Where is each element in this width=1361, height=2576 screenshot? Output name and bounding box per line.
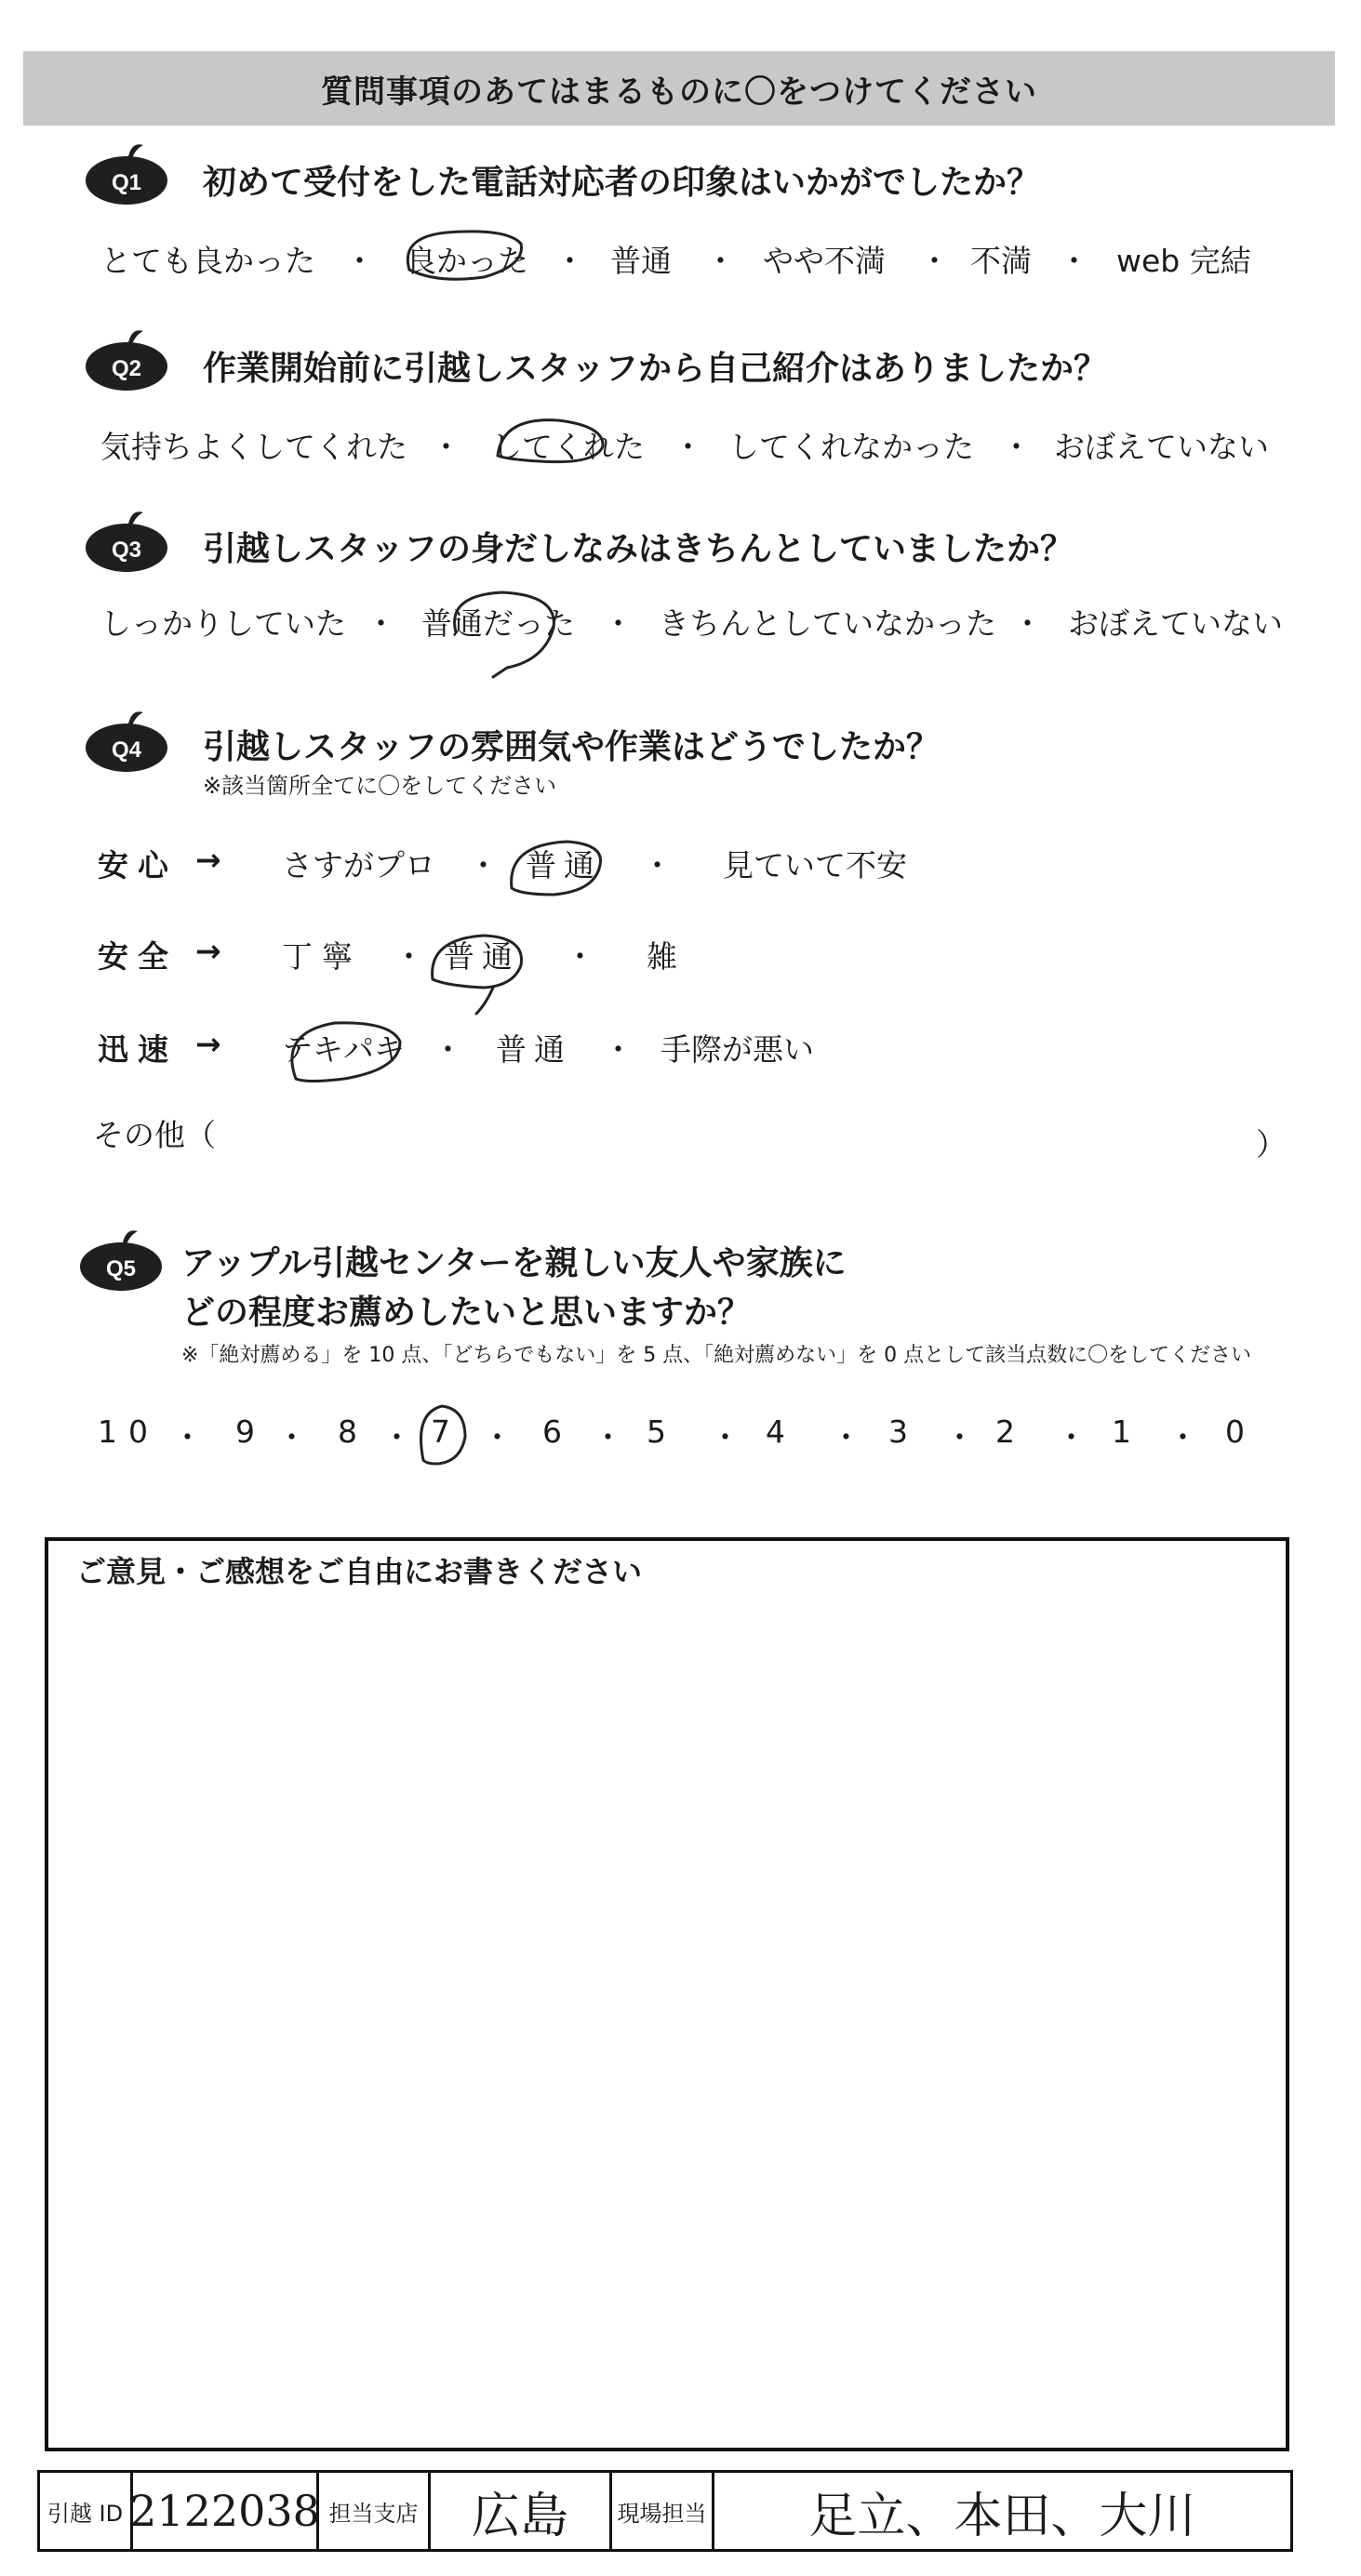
q5-separator: ・ [482, 1419, 513, 1455]
q5-separator: ・ [944, 1419, 975, 1455]
q2-separator: ・ [673, 429, 703, 465]
q4-row-anshin [98, 842, 1307, 888]
arrow-icon: → [195, 842, 221, 878]
q4-separator: ・ [433, 1031, 463, 1068]
staff-label-cell [612, 2473, 714, 2549]
move-id-label: 引越 ID [47, 2500, 124, 2527]
q1-option-2[interactable]: 良かった [406, 243, 528, 279]
q1-option-3[interactable]: 普通 [610, 243, 672, 279]
q5-separator: ・ [172, 1419, 203, 1455]
q3-option-1[interactable]: しっかりしていた [100, 605, 346, 642]
branch-value: 広島 [471, 2488, 568, 2544]
q3-question: 引越しスタッフの身だしなみはきちんとしていましたか？ [203, 530, 1074, 568]
q5-separator: ・ [381, 1419, 412, 1455]
staff-value: 足立、本田、大川 [808, 2488, 1196, 2544]
q1-option-4[interactable]: やや不満 [763, 243, 886, 279]
q5-separator: ・ [710, 1419, 741, 1455]
q1-badge-label: Q1 [111, 170, 142, 195]
q5-score-0[interactable]: 0 [1225, 1414, 1245, 1450]
q1-option-5[interactable]: 不満 [970, 243, 1032, 279]
q3-option-4[interactable]: おぼえていない [1068, 605, 1283, 642]
q4-row-label: 安心 [98, 847, 178, 883]
q5-question-line1: アップル引越センターを親しい友人や家族に [181, 1244, 847, 1282]
q1-separator: ・ [919, 243, 950, 279]
q5-separator: ・ [593, 1419, 623, 1455]
q4-row-jinsoku [98, 1026, 1307, 1072]
q5-score-1[interactable]: 1 [1112, 1414, 1131, 1450]
q1-separator: ・ [705, 243, 736, 279]
move-id-cell[interactable] [129, 2473, 320, 2549]
q5-score-8[interactable]: 8 [338, 1414, 357, 1450]
q3-option-3[interactable]: きちんとしていなかった [659, 605, 996, 642]
q2-option-3[interactable]: してくれなかった [728, 429, 974, 465]
move-id-label-cell [40, 2473, 133, 2549]
q3-separator: ・ [603, 605, 634, 642]
q4-badge-label: Q4 [111, 737, 142, 763]
q4-other-input[interactable] [167, 1121, 1256, 1149]
q4-question: 引越しスタッフの雰囲気や作業はどうでしたか？ [203, 728, 941, 766]
q4-row1-option-1[interactable]: さすがプロ [282, 847, 435, 883]
q4-row-anzen [98, 933, 1307, 979]
arrow-icon: → [195, 1026, 221, 1062]
comments-title: ご意見・ご感想をご自由にお書きください [76, 1554, 643, 1589]
q5-score-7[interactable]: 7 [431, 1414, 450, 1450]
q4-row3-option-1[interactable]: テキパキ [282, 1031, 405, 1068]
staff-cell[interactable] [714, 2473, 1290, 2549]
branch-label-cell [319, 2473, 431, 2549]
q5-separator: ・ [831, 1419, 861, 1455]
q4-other-close: ） [1256, 1126, 1287, 1162]
q5-score-6[interactable]: 6 [542, 1414, 562, 1450]
q2-separator: ・ [1001, 429, 1032, 465]
q4-row2-option-3[interactable]: 雑 [647, 938, 677, 975]
header-title: 質問事項のあてはまるものに〇をつけてください [321, 73, 1037, 111]
branch-cell[interactable] [431, 2473, 612, 2549]
q5-score-3[interactable]: 3 [888, 1414, 908, 1450]
q4-row-label: 安全 [98, 938, 178, 975]
q5-note: ※「絶対薦める」を 10 点、「どちらでもない」を 5 点、「絶対薦めない」を 0 点として該当点数に〇をしてください [181, 1344, 1252, 1367]
q3-badge-icon [82, 507, 171, 574]
q5-score-2[interactable]: 2 [995, 1414, 1015, 1450]
q4-row2-option-2[interactable]: 普通 [444, 938, 520, 975]
q2-question: 作業開始前に引越しスタッフから自己紹介はありましたか？ [203, 350, 1108, 388]
q4-separator: ・ [642, 847, 673, 883]
q5-score-row [98, 1414, 1270, 1460]
q1-option-6[interactable]: web 完結 [1116, 243, 1251, 279]
q1-separator: ・ [1059, 243, 1089, 279]
staff-label: 現場担当 [617, 2500, 707, 2527]
q5-score-4[interactable]: 4 [766, 1414, 785, 1450]
q4-row1-option-2[interactable]: 普通 [526, 847, 602, 883]
q4-row3-option-2[interactable]: 普通 [496, 1031, 572, 1068]
q4-badge-icon [82, 707, 171, 774]
q4-other-label: その他（ [93, 1117, 216, 1153]
q3-option-2[interactable]: 普通だった [421, 605, 575, 642]
q4-row2-option-1[interactable]: 丁寧 [282, 938, 362, 975]
q4-row1-option-3[interactable]: 見ていて不安 [723, 847, 907, 883]
page-header [23, 51, 1335, 126]
q4-row3-option-3[interactable]: 手際が悪い [660, 1031, 814, 1068]
q4-separator: ・ [468, 847, 499, 883]
q5-badge-label: Q5 [105, 1256, 137, 1281]
q2-badge-icon [82, 325, 171, 392]
q2-badge-label: Q2 [111, 356, 142, 381]
q4-separator: ・ [603, 1031, 634, 1068]
q5-separator: ・ [1056, 1419, 1087, 1455]
q3-separator: ・ [1012, 605, 1043, 642]
q4-note: ※該当箇所全てに〇をしてください [203, 773, 557, 799]
branch-label: 担当支店 [328, 2500, 419, 2527]
move-id-value: 2122038 [129, 2486, 320, 2536]
q1-option-1[interactable]: とても良かった [100, 243, 315, 279]
q1-separator: ・ [554, 243, 585, 279]
q5-score-5[interactable]: 5 [647, 1414, 666, 1450]
q5-separator: ・ [1168, 1419, 1198, 1455]
q1-badge-icon [82, 139, 171, 206]
q5-badge-icon [76, 1226, 166, 1293]
comments-field[interactable] [76, 1600, 1267, 2418]
q1-question: 初めて受付をした電話対応者の印象はいかがでしたか？ [203, 164, 1041, 202]
q5-separator: ・ [276, 1419, 307, 1455]
q4-separator: ・ [394, 938, 424, 975]
q5-score-10[interactable]: 10 [98, 1414, 159, 1450]
q2-separator: ・ [431, 429, 461, 465]
arrow-icon: → [195, 933, 221, 969]
q3-separator: ・ [366, 605, 396, 642]
q2-option-2[interactable]: してくれた [491, 429, 645, 465]
q3-badge-label: Q3 [111, 538, 142, 563]
q4-row-label: 迅速 [98, 1031, 178, 1068]
q5-question-line2: どの程度お薦めしたいと思いますか？ [181, 1294, 752, 1332]
q1-separator: ・ [344, 243, 375, 279]
footer-table [37, 2470, 1293, 2552]
q4-separator: ・ [565, 938, 595, 975]
q2-option-4[interactable]: おぼえていない [1054, 429, 1269, 465]
q2-option-1[interactable]: 気持ちよくしてくれた [100, 429, 407, 465]
q5-score-9[interactable]: 9 [235, 1414, 255, 1450]
